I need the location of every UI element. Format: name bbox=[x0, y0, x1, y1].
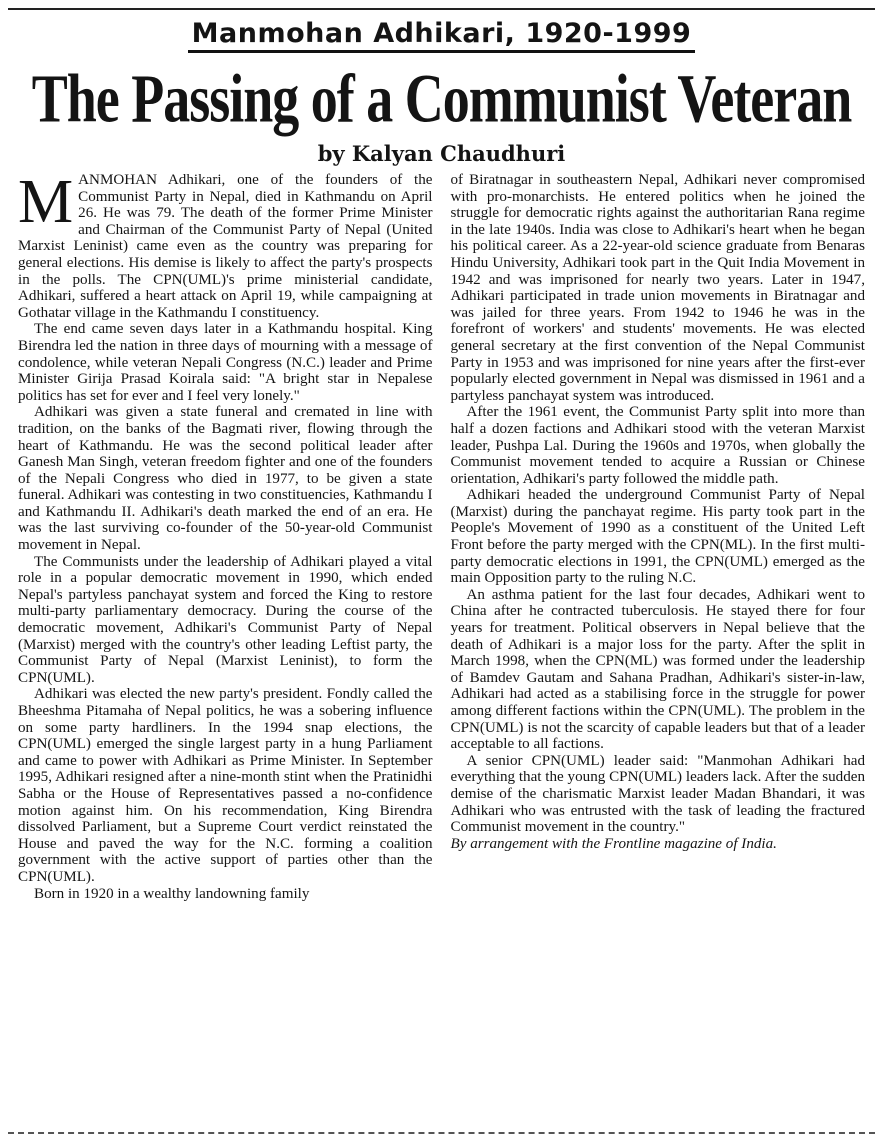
paragraph: of Biratnagar in southeastern Nepal, Adhikari never compromised with pro-monarchists. He entered politics when he joined the struggle for democratic rights against the authoritarian Rana regime in the late 1940s. India was close to Adhikari's heart when he began his political career. As a 22-year-old science graduate from Benaras Hindu University, Adhikari took part in the Quit India Movement in 1942 and was imprisoned for nearly two years. Later in 1947, Adhikari participated in trade union movements in Biratnagar and was jailed for three years. From 1942 to 1946 he was in the forefront of workers' and students' movements. He was elected general secretary at the first convention of the Nepal Communist Party in 1953 and was imprisoned for nine years after the first-ever popularly elected government in Nepal was dismissed in 1961 and a partyless panchayat system was introduced. bbox=[450, 172, 865, 404]
paragraph: An asthma patient for the last four decades, Adhikari went to China after he contracted tuberculosis. He stayed there for four years for treatment. Political observers in Nepal believe that the death of Adhikari is a major loss for the party. After the split in March 1998, when the CPN(ML) was formed under the leadership of Bamdev Gautam and Sahana Pradhan, Adhikari's sister-in-law, Adhikari had acted as a stabilising force in the struggle for power among different factions within the CPN(UML). The problem in the CPN(UML) is not the scarcity of capable leaders but that of a leader acceptable to all factions. bbox=[450, 586, 865, 753]
paragraph: The end came seven days later in a Kathmandu hospital. King Birendra led the nation in three days of mourning with a message of condolence, while veteran Nepali Congress (N.C.) leader and Prime Minister Girija Prasad Koirala said: "A bright star in Nepalese politics has set for ever and I feel very lonely." bbox=[18, 321, 433, 404]
kicker bbox=[18, 18, 865, 49]
drop-cap: M bbox=[18, 168, 74, 236]
top-rule bbox=[8, 8, 875, 10]
paragraph bbox=[18, 168, 433, 321]
article-body bbox=[18, 168, 865, 902]
bottom-rule bbox=[8, 1132, 875, 1134]
paragraph: Adhikari was given a state funeral and cremated in line with tradition, on the banks of the Bagmati river, flowing through the heart of Kathmandu. He was the second political leader after Ganesh Man Singh, veteran freedom fighter and one of the founders of the Nepali Congress who died in 1977, to be given a state funeral. Adhikari was contesting in two constituencies, Kathmandu I and Kathmandu II. Adhikari's death marked the end of an era. He was the last surviving co-founder of the 50-year-old Communist movement in Nepal. bbox=[18, 404, 433, 554]
paragraph: A senior CPN(UML) leader said: "Manmohan Adhikari had everything that the young CPN(UML) leaders lack. After the sudden demise of the charismatic Marxist leader Madan Bhandari, it was Adhikari who was entrusted with the task of leading the fractured Communist movement in the country." bbox=[450, 752, 865, 836]
paragraph: Born in 1920 in a wealthy landowning family bbox=[34, 885, 310, 902]
paragraph: Adhikari headed the underground Communist Party of Nepal (Marxist) during the panchayat regime. His party took part in the People's Movement of 1990 as a constituent of the United Left Front before the party merged with the CPN(ML). In the first multi-party democratic elections in 1991, the CPN(UML) emerged as the main Opposition party to the ruling N.C. bbox=[450, 487, 865, 587]
paragraph: After the 1961 event, the Communist Party split into more than half a dozen factions and Adhikari stood with the veteran Marxist leader, Pushpa Lal. During the 1960s and 1970s, when globally the Communist movement tended to acquire a Russian or Chinese orientation, Adhikari's party followed the middle path. bbox=[450, 404, 865, 487]
column-left bbox=[18, 168, 433, 902]
column-right bbox=[451, 172, 866, 902]
paragraph: The Communists under the leadership of Adhikari played a vital role in a popular democratic movement in 1990, which ended Nepal's partyless panchayat system and forced the King to restore multi-party parliamentary democracy. During the course of the democratic movement, Adhikari's Communist Party of Nepal (Marxist) merged with the country's other leading Leftist party, the Communist Party of Nepal (Marxist Leninist), to form the CPN(UML). bbox=[18, 553, 433, 686]
paragraph: Adhikari was elected the new party's president. Fondly called the Bheeshma Pitamaha of Nepal politics, he was a sobering influence on some party hardliners. In the 1994 snap elections, the CPN(UML) emerged the single largest party in a hung Parliament and came to power with Adhikari as Prime Minister. In September 1995, Adhikari resigned after a nine-month stint when the Pratinidhi Sabha or the House of Representatives passed a no-confidence motion against him. On his recommendation, King Birendra dissolved Parliament, but a Supreme Court verdict reinstated the House and paved the way for the N.C. forming a coalition government with the active support of parties other than the CPN(UML). bbox=[18, 686, 433, 885]
credit-line: By arrangement with the Frontline magazine of India. bbox=[450, 835, 777, 852]
byline: by Kalyan Chaudhuri bbox=[317, 141, 566, 166]
paragraph-text: ANMOHAN Adhikari, one of the founders of the Communist Party in Nepal, died in Kathmandu on April 26. He was 79. The death of the former Prime Minister and Chairman of the Communist Party of Nepal (United Marxist Leninist) came even as the country was preparing for general elections. His demise is likely to affect the party's prospects in the polls. The CPN(UML)'s prime ministerial candidate, Adhikari, suffered a heart attack on April 19, while campaigning at Gothatar village in the Kathmandu I constituency. bbox=[18, 172, 433, 321]
headline: The Passing of a Communist Veteran bbox=[31, 60, 852, 138]
kicker-text: Manmohan Adhikari, 1920-1999 bbox=[188, 18, 696, 53]
